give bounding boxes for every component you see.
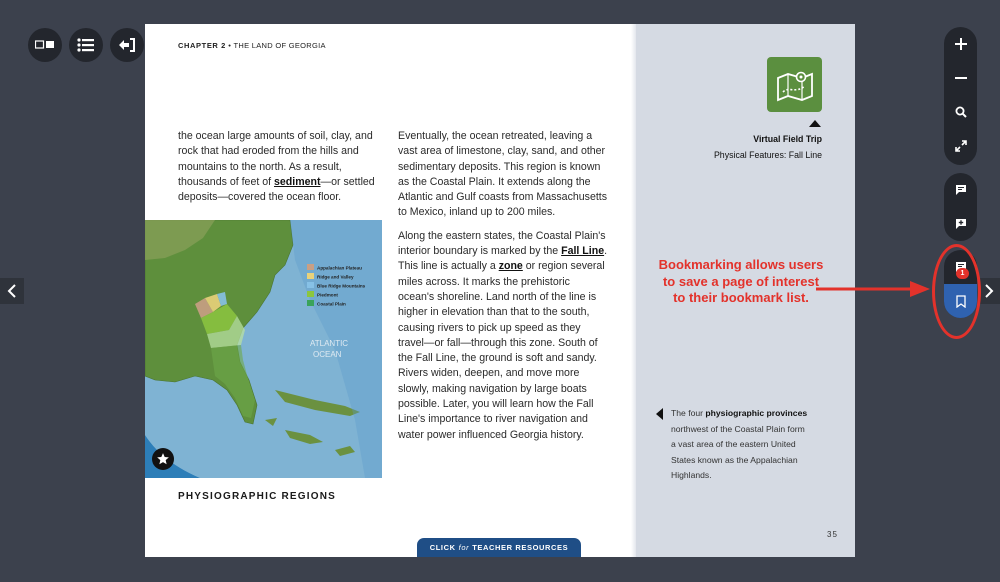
paragraph-coastal-plain: Eventually, the ocean retreated, leaving a vast area of limestone, clay, sand, and other sedimentary deposits. This region is known as the Coastal Plain. It extends along the Atlantic and Gulf coasts from Massachusetts to Mexico, inland up to 200 miles. <box>398 130 608 219</box>
previous-page-button[interactable] <box>0 278 24 304</box>
page-layout-button[interactable] <box>28 28 62 62</box>
teacher-resources-button[interactable] <box>417 538 581 557</box>
expand-icon <box>955 140 967 152</box>
right-column-text <box>398 129 608 451</box>
notes-toolbar <box>944 173 977 241</box>
teacher-button-text: CLICK <box>429 543 456 552</box>
zoom-out-button[interactable] <box>944 61 977 95</box>
annotation-callout: Bookmarking allows users to save a page of interest to their bookmark list. <box>658 257 824 305</box>
glossary-term-fall-line[interactable]: Fall Line <box>561 245 605 258</box>
page-number: 35 <box>827 530 838 539</box>
search-icon <box>955 106 967 118</box>
minus-icon <box>955 72 967 84</box>
zoom-in-button[interactable] <box>944 27 977 61</box>
list-icon <box>77 37 95 53</box>
paragraph-text-end: —or settled deposits—covered the ocean floor. <box>178 175 375 204</box>
physiographic-regions-map[interactable] <box>145 220 382 478</box>
sidebar-note <box>671 406 811 484</box>
annotation-highlight-oval <box>932 244 981 339</box>
glossary-term-sediment[interactable]: sediment <box>274 175 321 188</box>
notes-count-badge: 1 <box>956 268 969 279</box>
add-comment-icon <box>955 218 967 230</box>
virtual-field-trip-button[interactable] <box>767 57 822 112</box>
legend-swatch-appalachian-plateau <box>307 264 314 270</box>
zoom-toolbar <box>944 27 977 165</box>
paragraph-text: or region several miles across. It marks the prehistoric ocean's shoreline. Land north of the line is higher in elevation than that to the south, causing rivers to pick up speed as they travel—or fall—through this zone. South of the Fall Line, the ground is soft and sandy. Rivers widen, deepen, and move more slowly, making navigation by large boats possible. Later, you will learn how the Fall Line's importance to river navigation and water power influenced Georgia history. <box>398 260 605 441</box>
fullscreen-button[interactable] <box>944 129 977 163</box>
next-page-button[interactable] <box>978 278 1000 304</box>
legend-swatch-ridge-and-valley <box>307 273 314 279</box>
note-text: northwest of the Coastal Plain form a vast area of the eastern United States known as the Appalachian Highlands. <box>671 423 805 480</box>
glossary-term-zone[interactable]: zone <box>498 260 523 273</box>
paragraph-text: Along the eastern states, the Coastal Plain's interior boundary is marked by the <box>398 229 606 258</box>
comments-button[interactable] <box>944 173 977 207</box>
legend-swatch-piedmont <box>307 291 314 297</box>
legend-label-blue-ridge: Blue Ridge Mountains <box>317 283 366 289</box>
ocean-label-line2: OCEAN <box>313 350 342 359</box>
search-button[interactable] <box>944 95 977 129</box>
star-icon <box>156 452 170 466</box>
comment-icon <box>955 184 967 196</box>
map-graphic <box>145 220 382 478</box>
left-column-text <box>178 129 388 205</box>
paragraph-fall-line <box>398 229 608 443</box>
legend-label-piedmont: Piedmont <box>317 292 338 298</box>
chevron-right-icon <box>984 284 994 298</box>
favorite-star-button[interactable] <box>152 448 174 470</box>
legend-label-coastal-plain: Coastal Plain <box>317 301 346 307</box>
ocean-label-line1: ATLANTIC <box>310 339 349 348</box>
table-of-contents-button[interactable] <box>69 28 103 62</box>
teacher-button-text: TEACHER RESOURCES <box>472 543 569 552</box>
paragraph-text: . This line is actually a <box>398 245 608 273</box>
chevron-left-icon <box>7 284 17 298</box>
chapter-title: THE LAND OF GEORGIA <box>233 41 326 50</box>
legend-label-ridge-and-valley: Ridge and Valley <box>317 274 354 280</box>
exit-icon <box>118 37 136 53</box>
add-note-button[interactable] <box>944 207 977 241</box>
triangle-left-icon <box>656 408 663 420</box>
paragraph-text: the ocean large amounts of soil, clay, and rock that had eroded from the hills and mountains to the north. As a result, thousands of feet of <box>178 130 373 188</box>
section-heading: PHYSIOGRAPHIC REGIONS <box>178 491 336 502</box>
virtual-field-trip-subtitle: Physical Features: Fall Line <box>713 150 822 160</box>
teacher-button-text-italic: for <box>458 543 470 552</box>
virtual-field-trip-title: Virtual Field Trip <box>753 134 822 144</box>
annotation-arrow <box>816 280 932 298</box>
exit-button[interactable] <box>110 28 144 62</box>
note-bold-term: physiographic provinces <box>705 408 808 418</box>
note-text: The four <box>671 408 706 418</box>
triangle-up-icon <box>809 120 821 127</box>
map-pin-icon <box>775 68 815 102</box>
chapter-label: CHAPTER 2 <box>178 41 226 50</box>
chapter-header: CHAPTER 2 • THE LAND OF GEORGIA <box>178 41 326 50</box>
two-page-view-icon <box>35 39 55 51</box>
legend-swatch-blue-ridge <box>307 282 314 288</box>
plus-icon <box>955 38 967 50</box>
legend-label-appalachian-plateau: Appalachian Plateau <box>317 265 362 271</box>
legend-swatch-coastal-plain <box>307 300 314 306</box>
